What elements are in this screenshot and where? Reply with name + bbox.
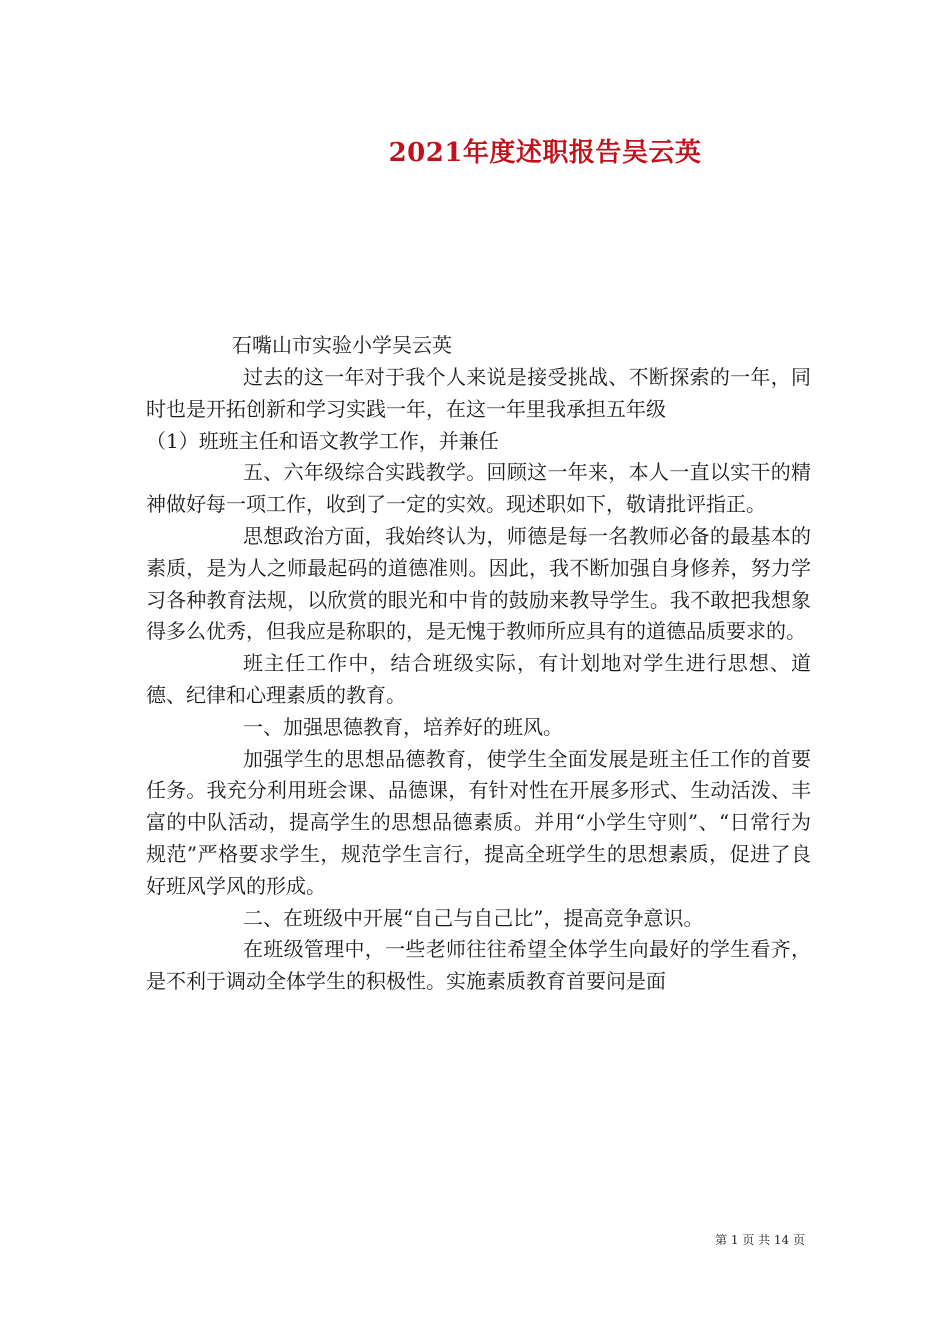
document-title: 2021年度述职报告吴云英 [388, 138, 702, 168]
paragraph: 加强学生的思想品德教育，使学生全面发展是班主任工作的首要任务。我充分利用班会课、品德课，有针对性在开展多形式、生动活泼、丰富的中队活动，提高学生的思想品德素质。并用“小学生守则”、“日常行为规范”严格要求学生，规范学生言行，提高全班学生的思想素质，促进了良好班风学风的形成。 [146, 746, 811, 898]
author-line: 石嘴山市实验小学吴云英 [232, 333, 452, 357]
paragraph: 过去的这一年对于我个人来说是接受挑战、不断探索的一年，同时也是开拓创新和学习实践一年，在这一年里我承担五年级 [146, 365, 811, 421]
section-heading: 一、加强思德教育，培养好的班风。 [243, 714, 563, 739]
document-body [146, 362, 811, 998]
paragraph: 班主任工作中，结合班级实际，有计划地对学生进行思想、道德、纪律和心理素质的教育。 [146, 651, 811, 707]
page-number: 第 1 页 共 14 页 [715, 1233, 805, 1247]
paragraph: （1）班班主任和语文教学工作，并兼任 [146, 428, 499, 453]
paragraph: 思想政治方面，我始终认为，师德是每一名教师必备的最基本的素质，是为人之师最起码的道德准则。因此，我不断加强自身修养，努力学习各种教育法规，以欣赏的眼光和中肯的鼓励来教导学生。我不敢把我想象得多么优秀，但我应是称职的，是无愧于教师所应具有的道德品质要求的。 [146, 523, 811, 644]
paragraph: 在班级管理中，一些老师往往希望全体学生向最好的学生看齐，是不利于调动全体学生的积极性。实施素质教育首要问是面 [146, 937, 811, 994]
section-heading: 二、在班级中开展“自己与自己比”，提高竞争意识。 [243, 905, 704, 930]
paragraph: 五、六年级综合实践教学。回顾这一年来，本人一直以实干的精神做好每一项工作，收到了一定的实效。现述职如下，敬请批评指正。 [146, 460, 811, 517]
